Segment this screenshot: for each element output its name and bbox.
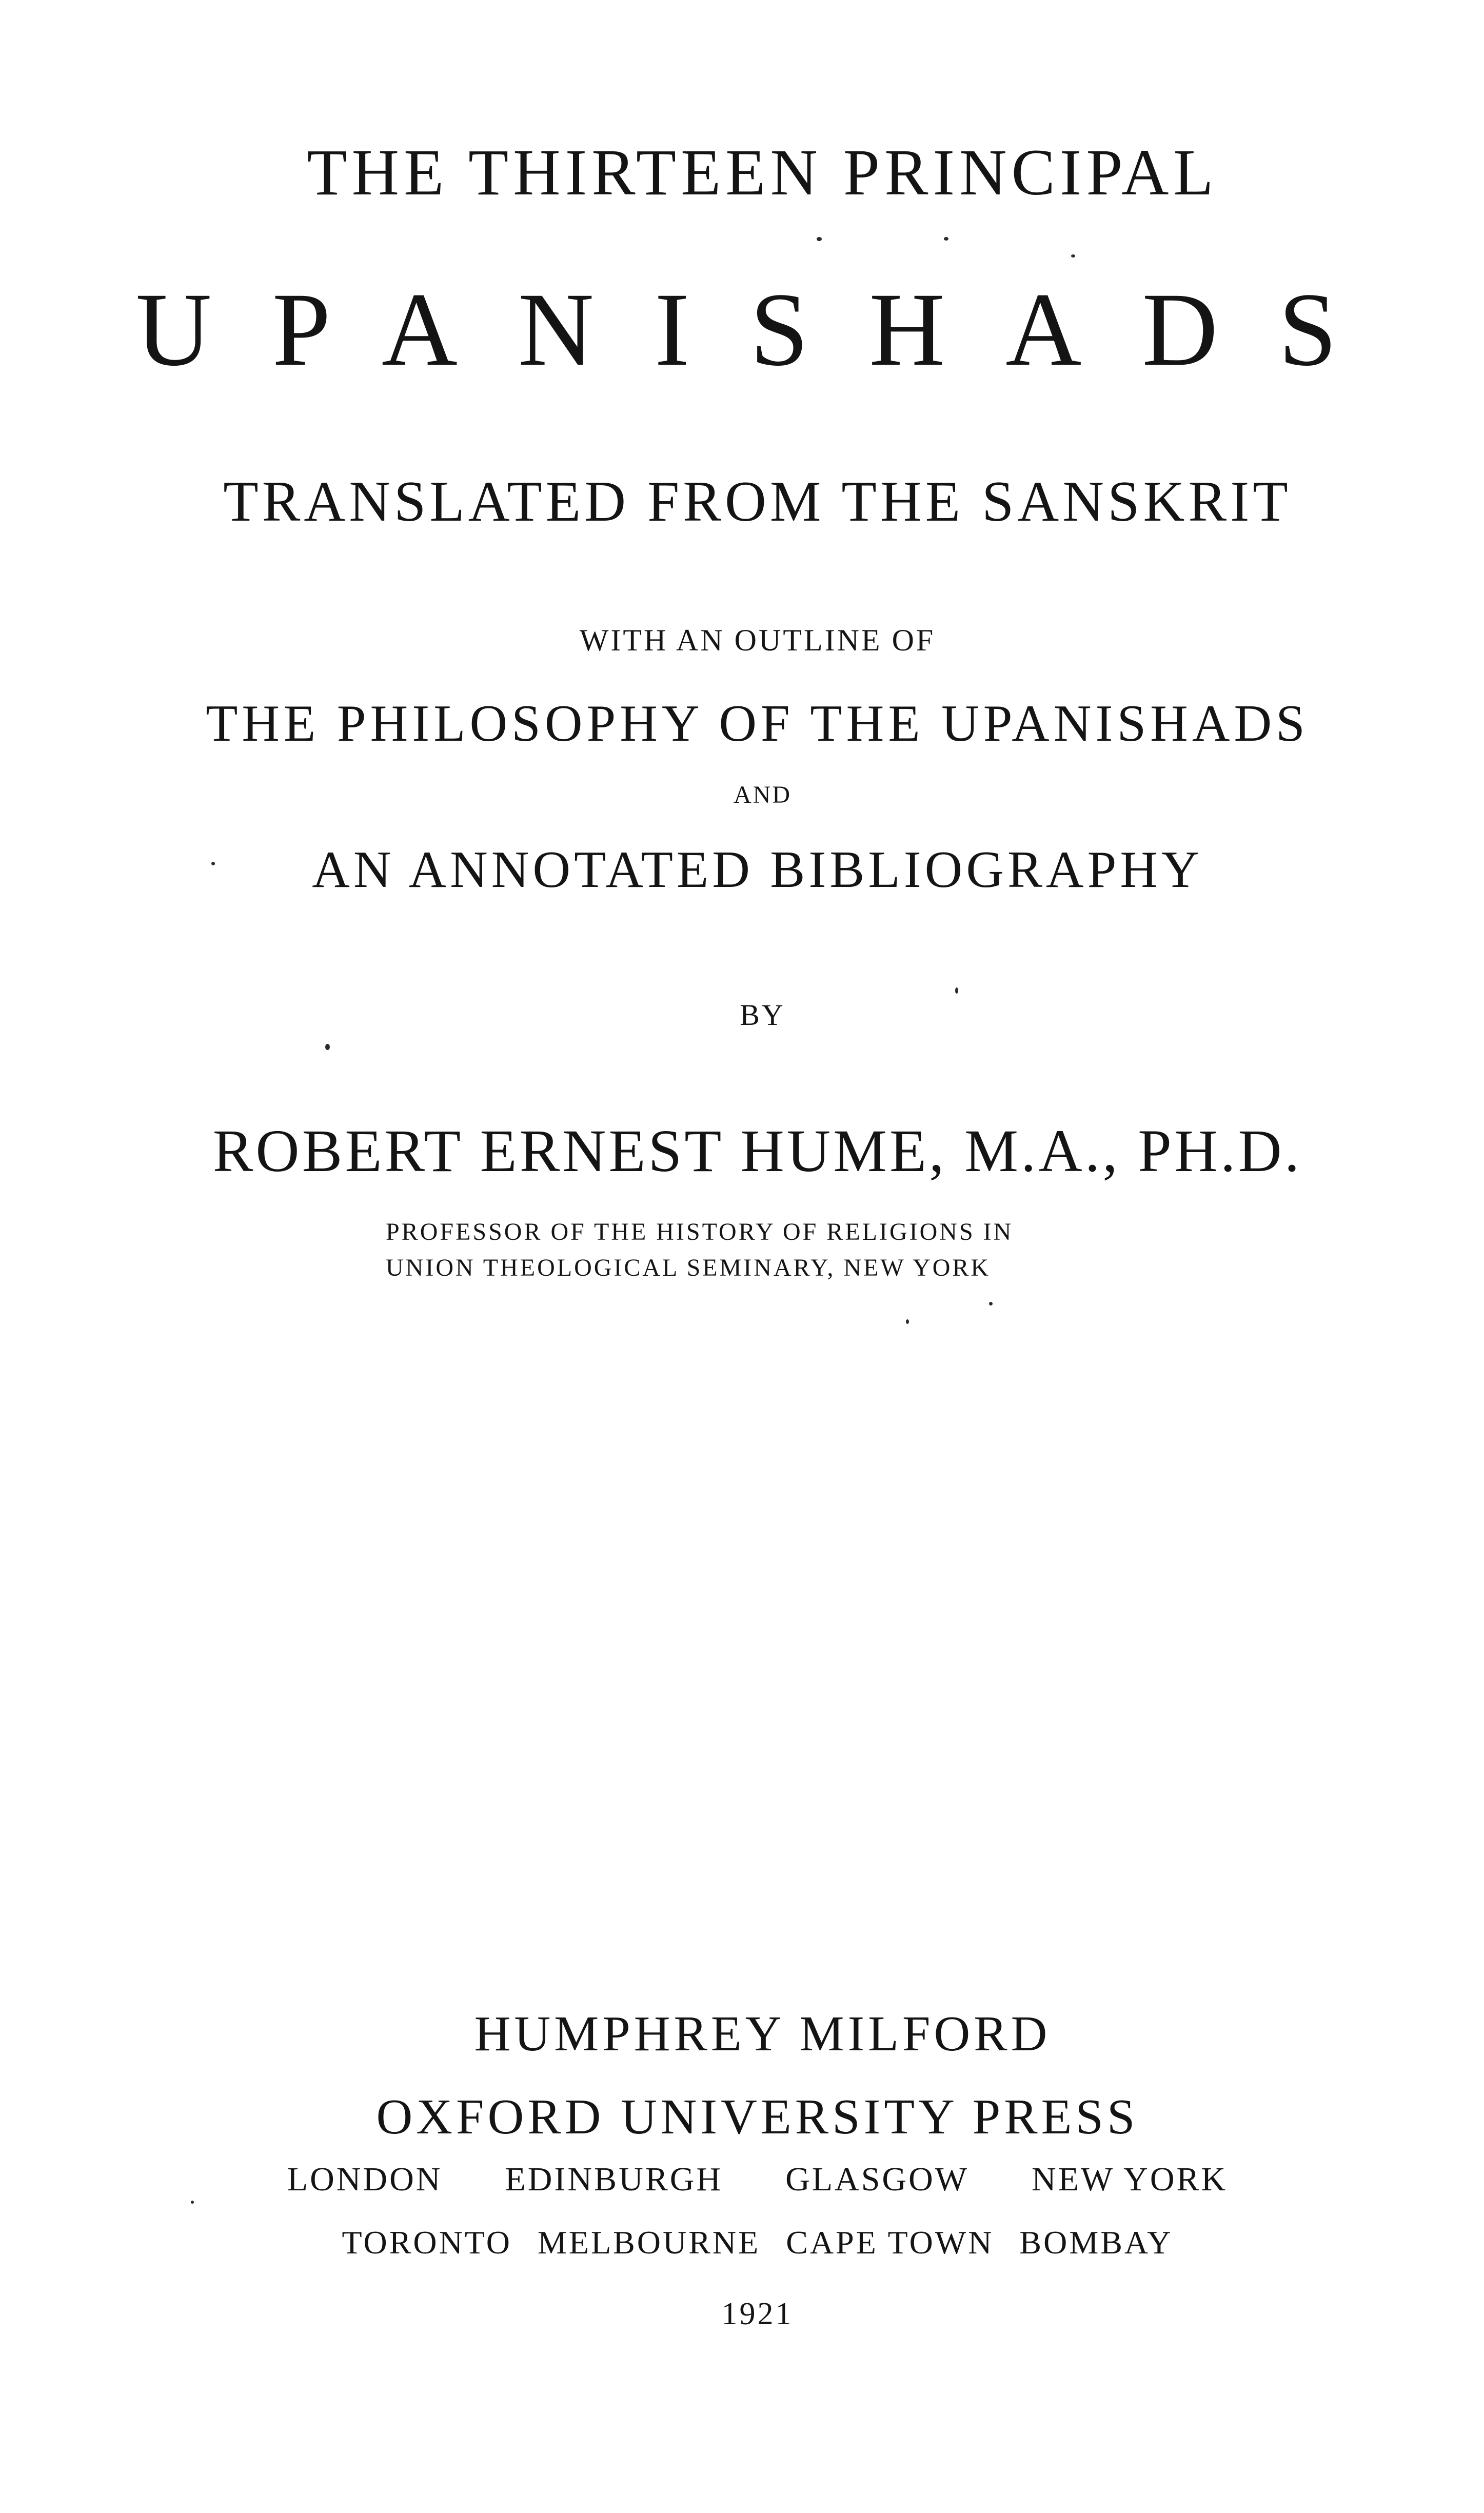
ink-speck [944,237,948,241]
imprint-cities-row-1 [15,2163,1484,2197]
publisher-name: HUMPHREY MILFORD [474,2006,1051,2062]
subtitle-translated: TRANSLATED FROM THE SANSKRIT [223,470,1292,533]
press-name: OXFORD UNIVERSITY PRESS [376,2089,1139,2145]
title-line-1: THE THIRTEEN PRINCIPAL [307,136,1218,209]
city: MELBOURNE [537,2224,761,2261]
outline-intro: WITH AN OUTLINE OF [579,623,936,657]
author-name: ROBERT ERNEST HUME, M.A., PH.D. [212,1117,1302,1184]
ink-speck [955,987,958,994]
outline-bibliography: AN ANNOTATED BIBLIOGRAPHY [312,841,1203,899]
ink-speck [325,1044,330,1050]
ink-speck [1071,254,1075,258]
ink-speck [989,1302,993,1305]
city: GLASGOW [785,2161,969,2198]
city: CAPE TOWN [786,2224,994,2261]
ink-speck [191,2201,194,2204]
city: BOMBAY [1019,2224,1173,2261]
author-affiliation-line-1: PROFESSOR OF THE HISTORY OF RELIGIONS IN [386,1218,1014,1245]
author-affiliation-line-2: UNION THEOLOGICAL SEMINARY, NEW YORK [386,1254,991,1281]
outline-philosophy: THE PHILOSOPHY OF THE UPANISHADS [206,695,1309,753]
ink-speck [211,862,215,865]
city: EDINBURGH [505,2161,723,2198]
byline-by: BY [740,998,785,1032]
city: NEW YORK [1032,2161,1228,2198]
city: LONDON [287,2161,443,2198]
city: TORONTO [342,2224,512,2261]
ink-speck [817,237,822,241]
title-main-upanishads: UPANISHADS [135,271,1398,388]
ink-speck [906,1319,909,1324]
outline-conjunction: AND [734,781,792,808]
imprint-cities-row-2 [15,2226,1484,2259]
publication-year: 1921 [721,2297,794,2331]
